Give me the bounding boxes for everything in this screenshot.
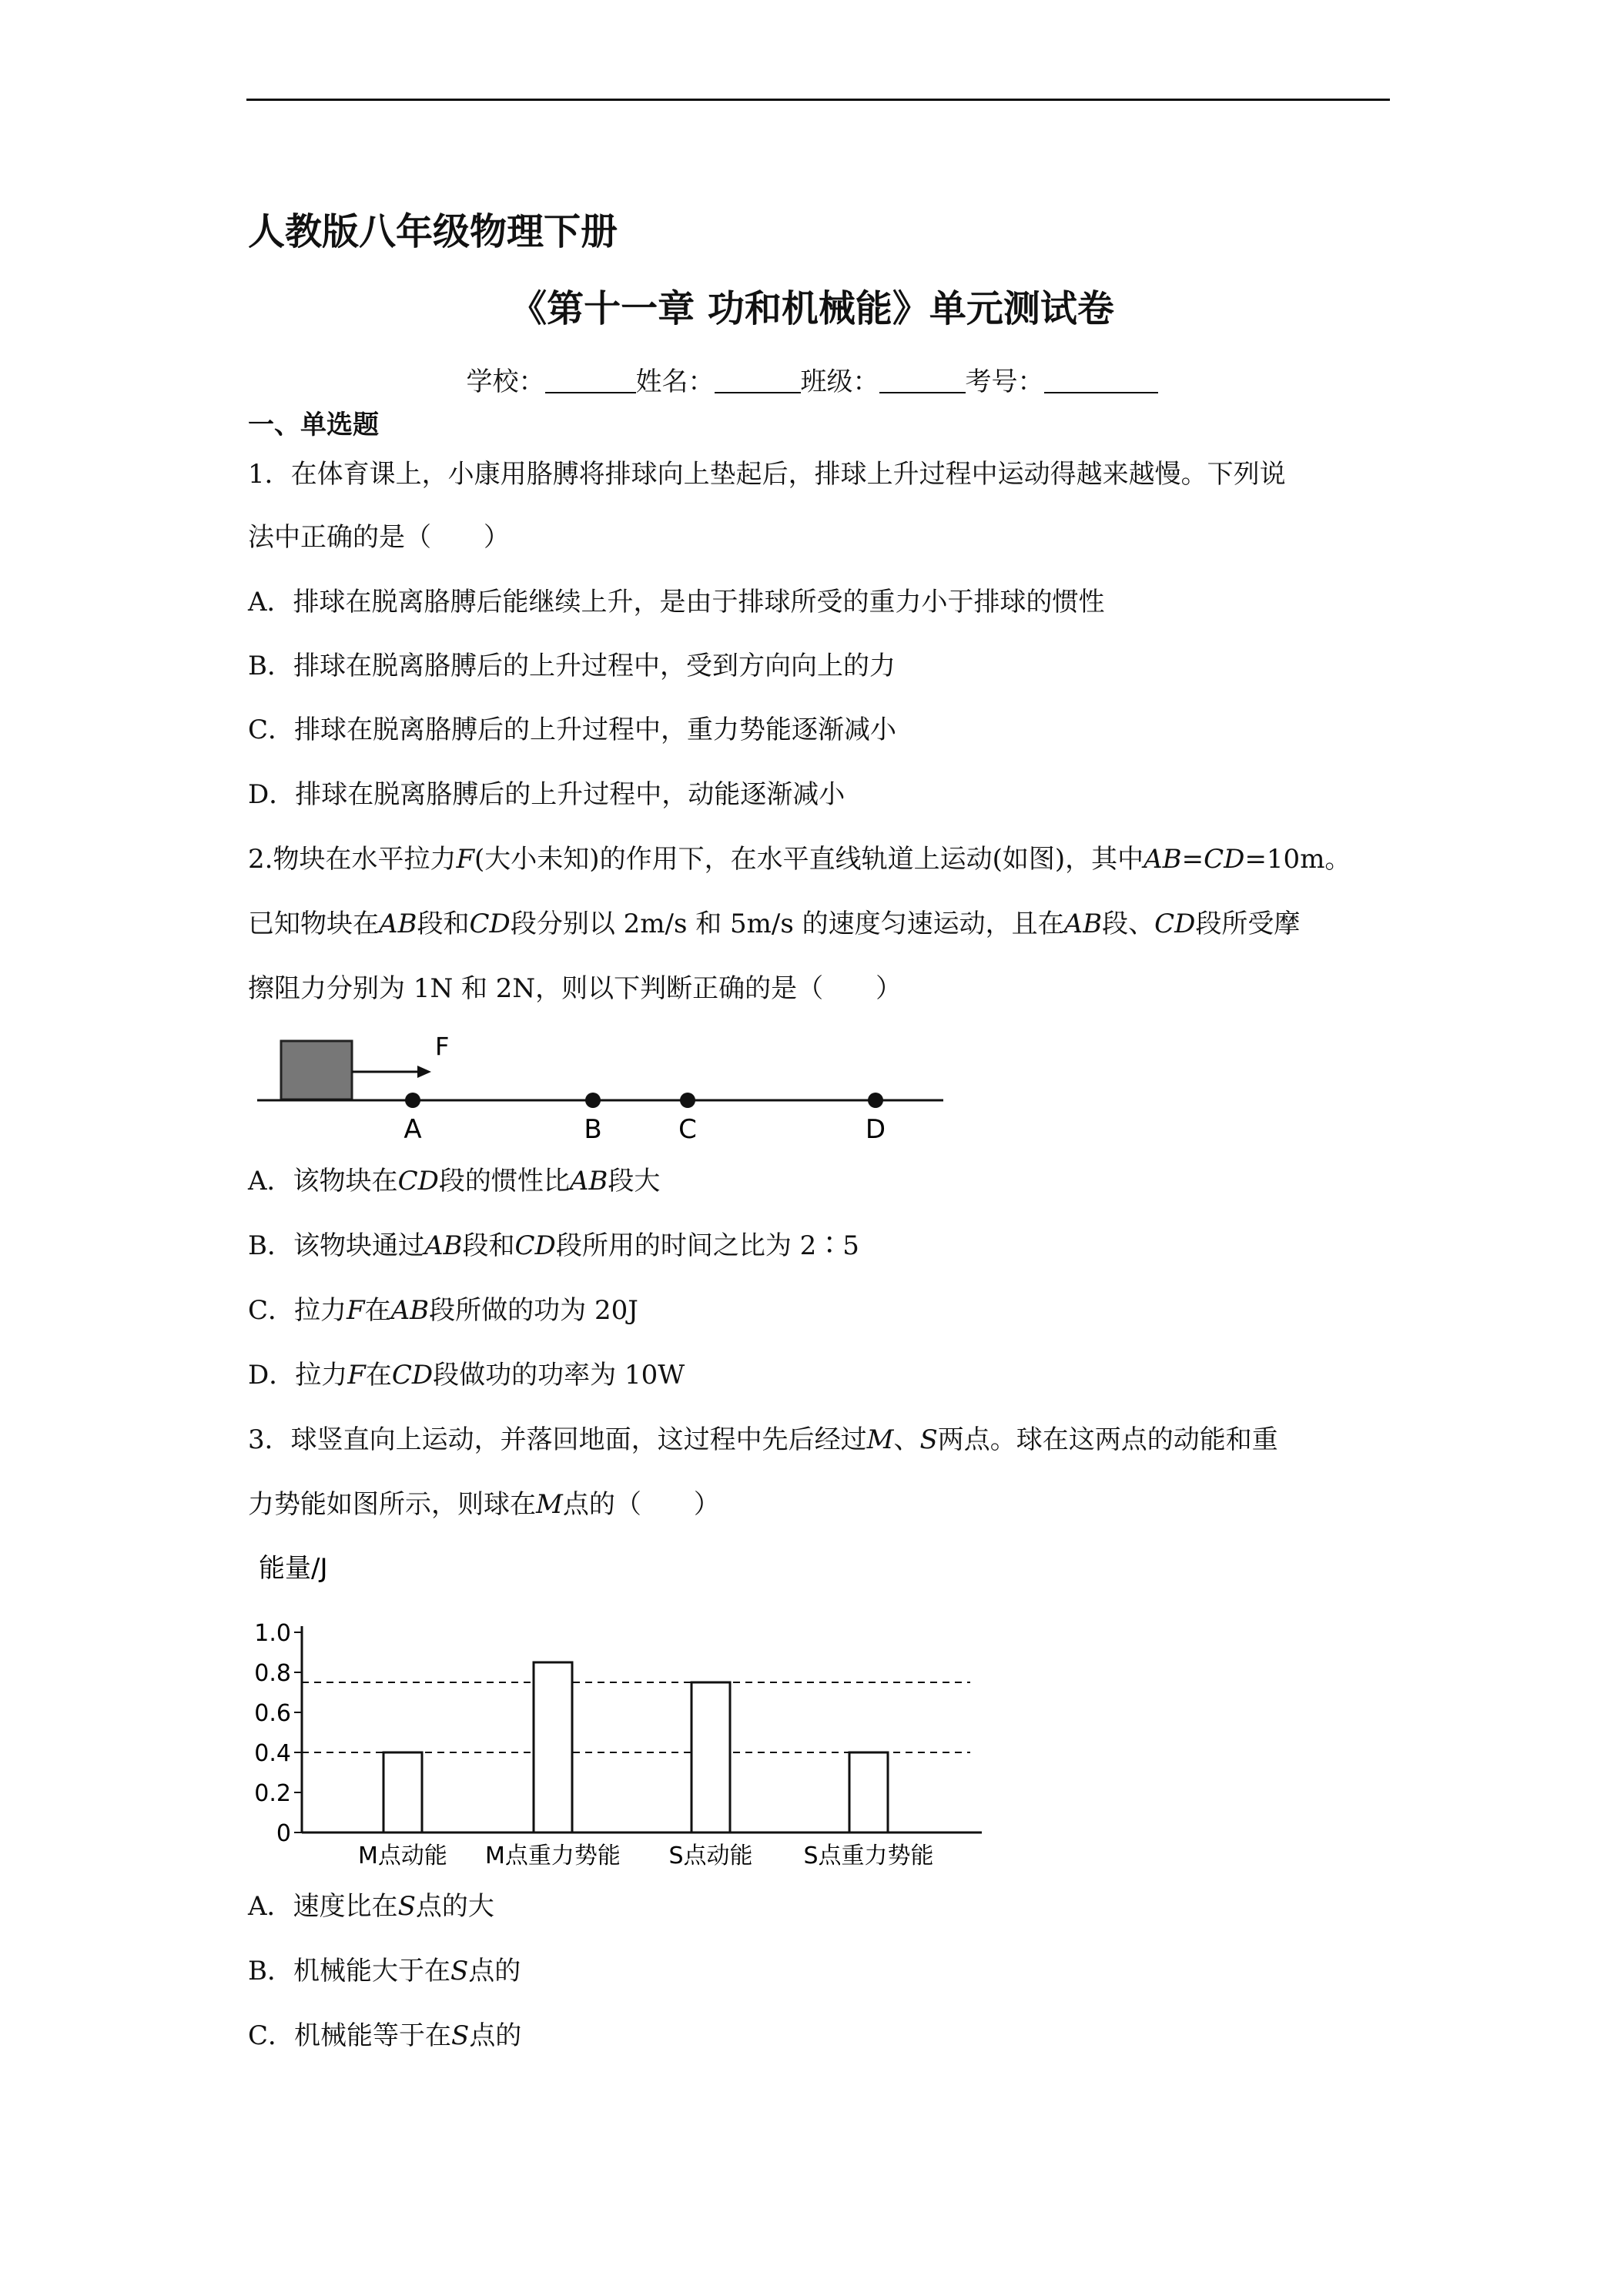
- y-tick-label: 1.0: [254, 1620, 291, 1647]
- point-c-dot: [680, 1093, 695, 1108]
- force-label: F: [435, 1032, 450, 1061]
- school-label: 学校：: [466, 366, 545, 397]
- y-tick-label: 0.8: [254, 1660, 291, 1687]
- q3-stem-line1: 3．球竖直向上运动，并落回地面，这过程中先后经过M、S两点。球在这两点的动能和重: [248, 1424, 1278, 1455]
- q3-option-c: C．机械能等于在S点的: [248, 2020, 522, 2051]
- q2-option-d: D．拉力F在CD段做功的功率为 10W: [248, 1360, 685, 1391]
- q1-option-c: C．排球在脱离胳膊后的上升过程中，重力势能逐渐减小: [248, 715, 897, 745]
- exam-number-blank[interactable]: [1044, 369, 1158, 393]
- q3-stem-line2: 力势能如图所示，则球在M点的（ ）: [248, 1489, 720, 1520]
- point-c-label: C: [678, 1114, 697, 1145]
- category-label: M点动能: [358, 1842, 447, 1869]
- energy-bar-chart: [246, 1540, 1001, 1879]
- q1-option-a: A．排球在脱离胳膊后能继续上升，是由于排球所受的重力小于排球的惯性: [248, 587, 1105, 618]
- q2-stem-line3: 擦阻力分别为 1N 和 2N，则以下判断正确的是（ ）: [248, 973, 902, 1004]
- q1-option-b: B．排球在脱离胳膊后的上升过程中，受到方向向上的力: [248, 651, 896, 681]
- bar: [849, 1752, 888, 1832]
- section-title: 一、单选题: [248, 410, 379, 440]
- y-tick-label: 0.6: [254, 1700, 291, 1727]
- bar: [534, 1662, 572, 1832]
- point-b-label: B: [584, 1114, 602, 1145]
- y-tick-label: 0.2: [254, 1780, 291, 1807]
- point-b-dot: [585, 1093, 601, 1108]
- q2-option-c: C．拉力F在AB段所做的功为 20J: [248, 1295, 638, 1326]
- student-info-line: [0, 360, 1624, 398]
- y-tick-label: 0.4: [254, 1740, 291, 1767]
- exam-title: 《第十一章 功和机械能》单元测试卷: [510, 287, 1114, 330]
- category-label: S点重力势能: [803, 1842, 934, 1869]
- bar: [383, 1752, 422, 1832]
- book-title: 人教版八年级物理下册: [248, 210, 618, 253]
- chart-ylabel: 能量/J: [259, 1553, 328, 1584]
- q2-track-figure: [246, 1024, 955, 1147]
- class-blank[interactable]: [879, 369, 966, 393]
- exam-number-label: 考号：: [965, 366, 1044, 397]
- category-label: M点重力势能: [485, 1842, 621, 1869]
- q3-option-a: A．速度比在S点的大: [248, 1891, 494, 1922]
- q1-stem-line2: 法中正确的是（ ）: [248, 522, 510, 553]
- q2-option-b: B．该物块通过AB段和CD段所用的时间之比为 2∶5: [248, 1230, 859, 1261]
- bar: [691, 1682, 730, 1832]
- force-arrow-head: [417, 1066, 431, 1078]
- q1-stem-line1: 1．在体育课上，小康用胳膊将排球向上垫起后，排球上升过程中运动得越来越慢。下列说: [248, 459, 1286, 490]
- q2-option-a: A．该物块在CD段的惯性比AB段大: [248, 1166, 661, 1197]
- block: [281, 1041, 352, 1099]
- name-label: 姓名：: [635, 366, 715, 397]
- q2-stem-line2: 已知物块在AB段和CD段分别以 2m/s 和 5m/s 的速度匀速运动，且在AB段、CD段所受摩: [248, 909, 1301, 939]
- category-label: S点动能: [668, 1842, 753, 1869]
- header-rule: [246, 99, 1390, 101]
- q2-stem-line1: 2.物块在水平拉力F(大小未知)的作用下，在水平直线轨道上运动(如图)，其中AB=CD=10m。: [248, 844, 1351, 875]
- class-label: 班级：: [800, 366, 879, 397]
- point-d-dot: [868, 1093, 883, 1108]
- point-d-label: D: [865, 1114, 886, 1145]
- name-blank[interactable]: [715, 369, 801, 393]
- q1-option-d: D．排球在脱离胳膊后的上升过程中，动能逐渐减小: [248, 779, 845, 810]
- y-tick-label: 0: [276, 1820, 291, 1847]
- q3-option-b: B．机械能大于在S点的: [248, 1956, 521, 1986]
- school-blank[interactable]: [545, 369, 636, 393]
- point-a-label: A: [403, 1114, 422, 1145]
- point-a-dot: [405, 1093, 420, 1108]
